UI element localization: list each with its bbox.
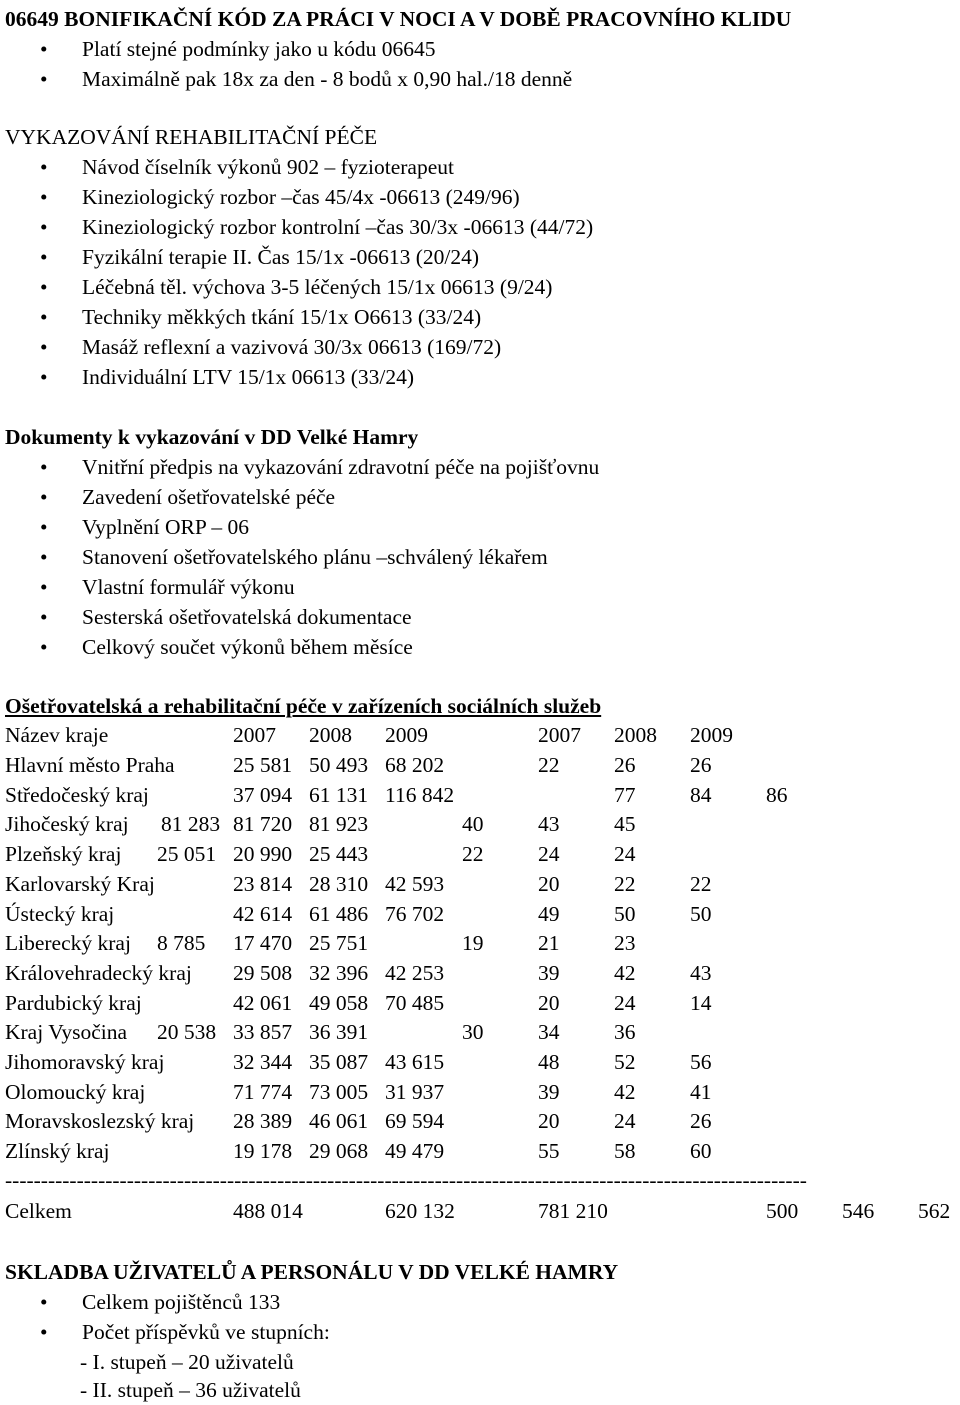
table-cell: 32 344 [233, 1050, 293, 1074]
table-cell: 29 508 [233, 960, 293, 985]
table-cell: 26 [614, 753, 636, 777]
table-cell: 30 [462, 1020, 484, 1045]
table-cell: 71 774 [233, 1079, 293, 1104]
table-row-region: Jihomoravský kraj [5, 1050, 165, 1074]
table-cell: 81 923 [309, 812, 369, 837]
table-separator: ---------------------------------------------------------------------------------------------------------------- [5, 1168, 807, 1192]
bullet-icon: • [40, 515, 48, 539]
bullet-icon: • [40, 605, 48, 629]
table-total-cell: 781 210 [538, 1199, 608, 1223]
table-cell: 22 [538, 753, 560, 777]
bullet-icon: • [40, 37, 48, 61]
table-cell: 17 470 [233, 931, 293, 956]
bullet-icon: • [40, 335, 48, 359]
bullet-icon: • [40, 635, 48, 659]
table-cell: 69 594 [385, 1109, 445, 1134]
table-cell: 20 [538, 871, 560, 896]
table-row-region: Pardubický kraj [5, 990, 142, 1015]
table-cell: 46 061 [309, 1109, 369, 1134]
bullet-icon: • [40, 365, 48, 389]
bullet-icon: • [40, 185, 48, 209]
table-cell: 86 [766, 782, 788, 807]
table-header-cell: 2008 [614, 723, 657, 747]
table-cell: 14 [690, 990, 712, 1015]
table-cell: 33 857 [233, 1020, 293, 1045]
table-cell: 25 751 [309, 931, 369, 956]
table-total-cell: 620 132 [385, 1199, 455, 1223]
table-cell: 41 [690, 1079, 712, 1104]
table-cell: 24 [538, 842, 560, 867]
table-cell: 60 [690, 1139, 712, 1164]
table-cell: 20 [538, 1109, 560, 1134]
table-cell: 42 [614, 1079, 636, 1104]
table-cell: 39 [538, 960, 560, 985]
bullet-icon: • [40, 305, 48, 329]
table-header-cell: 2008 [309, 723, 352, 747]
table-cell: 25 443 [309, 842, 369, 867]
table-cell: 43 [538, 812, 560, 837]
table-cell: 52 [614, 1050, 636, 1074]
table-row-region: Ústecký kraj [5, 901, 115, 926]
table-row-region: Zlínský kraj [5, 1139, 110, 1164]
table-row-region: Olomoucký kraj [5, 1079, 146, 1104]
table-cell: 45 [614, 812, 636, 837]
table-cell: 24 [614, 990, 636, 1015]
table-cell: 42 614 [233, 901, 293, 926]
table-row-region: Karlovarský Kraj [5, 871, 155, 896]
section-heading-documents: Dokumenty k vykazování v DD Velké Hamry [5, 425, 419, 449]
bullet-icon: • [40, 455, 48, 479]
table-cell: 49 479 [385, 1139, 445, 1164]
table-cell: 25 581 [233, 753, 293, 777]
table-cell: 77 [614, 782, 636, 807]
table-cell: 23 814 [233, 871, 293, 896]
table-row-region: Kraj Vysočina [5, 1020, 128, 1045]
table-cell: 8 785 [157, 931, 206, 956]
table-cell: 37 094 [233, 782, 293, 807]
table-cell: 19 [462, 931, 484, 956]
table-cell: 40 [462, 812, 484, 837]
table-cell: 76 702 [385, 901, 445, 926]
bullet-icon: • [40, 545, 48, 569]
table-cell: 84 [690, 782, 712, 807]
table-cell: 61 131 [309, 782, 369, 807]
table-row-region: Jihočeský kraj [5, 812, 129, 837]
table-cell: 23 [614, 931, 636, 956]
table-row-region: Moravskoslezský kraj [5, 1109, 195, 1134]
table-cell: 43 [690, 960, 712, 985]
sub-item: - II. stupeň – 36 uživatelů [80, 1378, 301, 1402]
table-cell: 36 [614, 1020, 636, 1045]
table-total-label: Celkem [5, 1199, 72, 1223]
table-cell: 50 493 [309, 753, 369, 777]
sub-item: - I. stupeň – 20 uživatelů [80, 1350, 294, 1374]
table-cell: 48 [538, 1050, 560, 1074]
table-cell: 24 [614, 842, 636, 867]
table-cell: 39 [538, 1079, 560, 1104]
table-cell: 61 486 [309, 901, 369, 926]
bullet-icon: • [40, 275, 48, 299]
table-title: Ošetřovatelská a rehabilitační péče v zařízeních sociálních služeb [5, 694, 602, 718]
table-cell: 20 990 [233, 842, 293, 867]
table-cell: 26 [690, 1109, 712, 1134]
table-row-region: Liberecký kraj [5, 931, 131, 956]
table-total-cell: 500 [766, 1199, 799, 1223]
bullet-icon: • [40, 485, 48, 509]
bullet-icon: • [40, 155, 48, 179]
table-cell: 32 396 [309, 960, 369, 985]
table-cell: 43 615 [385, 1050, 445, 1074]
bullet-icon: • [40, 1320, 48, 1344]
table-cell: 49 [538, 901, 560, 926]
table-header-cell: Název kraje [5, 723, 109, 747]
table-cell: 50 [690, 901, 712, 926]
table-header-cell: 2009 [385, 723, 428, 747]
table-cell: 81 720 [233, 812, 293, 837]
table-cell: 34 [538, 1020, 560, 1045]
table-cell: 81 283 [161, 812, 221, 837]
table-cell: 42 061 [233, 990, 293, 1015]
table-cell: 56 [690, 1050, 712, 1074]
table-cell: 42 593 [385, 871, 445, 896]
table-total-cell: 488 014 [233, 1199, 303, 1223]
table-cell: 21 [538, 931, 560, 956]
table-row-region: Hlavní město Praha [5, 753, 175, 777]
table-cell: 22 [614, 871, 636, 896]
table-cell: 70 485 [385, 990, 445, 1015]
table-cell: 20 538 [157, 1020, 217, 1045]
table-cell: 28 389 [233, 1109, 293, 1134]
table-total-cell: 562 [918, 1199, 951, 1223]
bullet-icon: • [40, 245, 48, 269]
table-total-cell: 546 [842, 1199, 875, 1223]
table-cell: 19 178 [233, 1139, 293, 1164]
table-cell: 26 [690, 753, 712, 777]
table-cell: 49 058 [309, 990, 369, 1015]
table-cell: 24 [614, 1109, 636, 1134]
table-header-cell: 2009 [690, 723, 733, 747]
section-heading-bonus-code: 06649 BONIFIKAČNÍ KÓD ZA PRÁCI V NOCI A V DOBĚ PRACOVNÍHO KLIDU [5, 7, 792, 31]
table-row-region: Plzeňský kraj [5, 842, 122, 867]
table-cell: 35 087 [309, 1050, 369, 1074]
table-cell: 29 068 [309, 1139, 369, 1164]
bullet-icon: • [40, 215, 48, 239]
table-row-region: Královehradecký kraj [5, 960, 192, 985]
table-header-cell: 2007 [538, 723, 581, 747]
table-cell: 73 005 [309, 1079, 369, 1104]
table-cell: 25 051 [157, 842, 217, 867]
table-header-cell: 2007 [233, 723, 276, 747]
table-cell: 50 [614, 901, 636, 926]
section-heading-users: SKLADBA UŽIVATELŮ A PERSONÁLU V DD VELKÉ HAMRY [5, 1260, 619, 1284]
table-cell: 22 [690, 871, 712, 896]
table-cell: 31 937 [385, 1079, 445, 1104]
table-cell: 116 842 [385, 782, 455, 807]
bullet-icon: • [40, 1290, 48, 1314]
table-cell: 36 391 [309, 1020, 369, 1045]
table-cell: 42 253 [385, 960, 445, 985]
section-heading-rehab: VYKAZOVÁNÍ REHABILITAČNÍ PÉČE [5, 125, 378, 149]
table-cell: 58 [614, 1139, 636, 1164]
table-cell: 55 [538, 1139, 560, 1164]
table-row-region: Středočeský kraj [5, 782, 149, 807]
bullet-icon: • [40, 67, 48, 91]
table-cell: 42 [614, 960, 636, 985]
table-cell: 20 [538, 990, 560, 1015]
table-cell: 28 310 [309, 871, 369, 896]
bullet-icon: • [40, 575, 48, 599]
table-cell: 22 [462, 842, 484, 867]
table-cell: 68 202 [385, 753, 445, 777]
